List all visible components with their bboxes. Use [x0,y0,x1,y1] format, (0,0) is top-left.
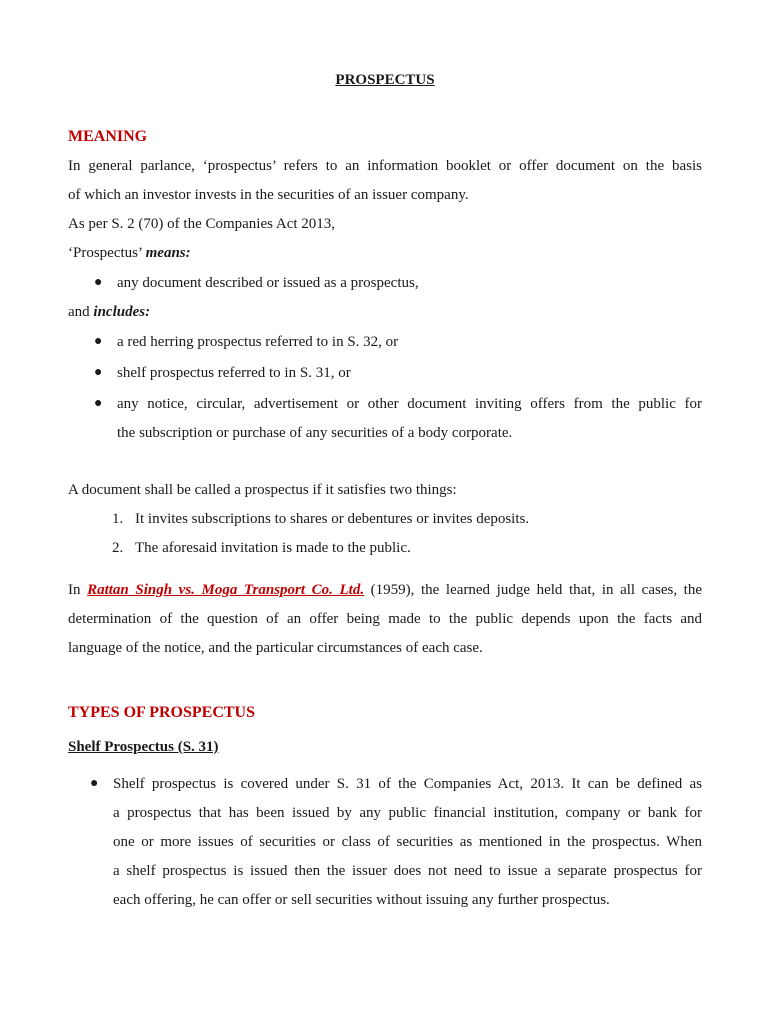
bullet-icon: ● [94,365,103,380]
numbered-item-number: 1. [112,511,124,527]
means-line [68,239,191,268]
case-para-line-2: determination of the question of an offer being made to the public depends upon the facts and [68,611,702,627]
includes-word: includes: [93,304,151,320]
shelf-para-line: each offering, he can offer or sell securities without issuing any further prospectus. [113,892,610,908]
meaning-para-line-1: In general parlance, ‘prospectus’ refers to an information booklet or offer document on the basis [68,158,702,174]
includes-list-item-continued: the subscription or purchase of any securities of a body corporate. [117,425,513,441]
case-prefix: In [68,582,88,598]
includes-line [68,298,150,327]
bullet-icon: ● [94,396,103,411]
case-para-line-1 [68,576,702,605]
includes-list-item: any notice, circular, advertisement or other document inviting offers from the public for [117,396,702,412]
bullet-icon: ● [94,275,103,290]
case-line-1-rest: (1959), the learned judge held that, in all cases, the [364,582,702,598]
means-prefix: ‘Prospectus’ [68,245,146,261]
means-list-item: any document described or issued as a prospectus, [117,275,419,291]
numbered-item-text: It invites subscriptions to shares or debentures or invites deposits. [135,511,530,527]
case-name-link[interactable]: Rattan Singh vs. Moga Transport Co. Ltd. [87,582,365,598]
includes-prefix: and [68,304,94,320]
numbered-item-number: 2. [112,540,124,556]
shelf-para-line: Shelf prospectus is covered under S. 31 of the Companies Act, 2013. It can be defined as [113,776,702,792]
shelf-prospectus-subheading: Shelf Prospectus (S. 31) [68,739,219,755]
shelf-para-line: one or more issues of securities or class of securities as mentioned in the prospectus. When [113,834,702,850]
case-para-line-3: language of the notice, and the particular circumstances of each case. [68,640,483,656]
meaning-heading: MEANING [68,128,148,145]
bullet-icon: ● [90,776,99,791]
bullet-icon: ● [94,334,103,349]
conditions-intro: A document shall be called a prospectus if it satisfies two things: [68,482,457,498]
companies-act-reference: As per S. 2 (70) of the Companies Act 2013, [68,216,336,232]
meaning-para-line-2: of which an investor invests in the securities of an issuer company. [68,187,469,203]
numbered-item-text: The aforesaid invitation is made to the public. [135,540,411,556]
includes-list-item: shelf prospectus referred to in S. 31, or [117,365,351,381]
means-word: means: [145,245,191,261]
types-heading: TYPES OF PROSPECTUS [68,704,255,721]
includes-list-item: a red herring prospectus referred to in S. 32, or [117,334,399,350]
shelf-para-line: a prospectus that has been issued by any public financial institution, company or bank for [113,805,702,821]
shelf-para-line: a shelf prospectus is issued then the issuer does not need to issue a separate prospectus for [113,863,702,879]
page-title: PROSPECTUS [335,72,435,88]
